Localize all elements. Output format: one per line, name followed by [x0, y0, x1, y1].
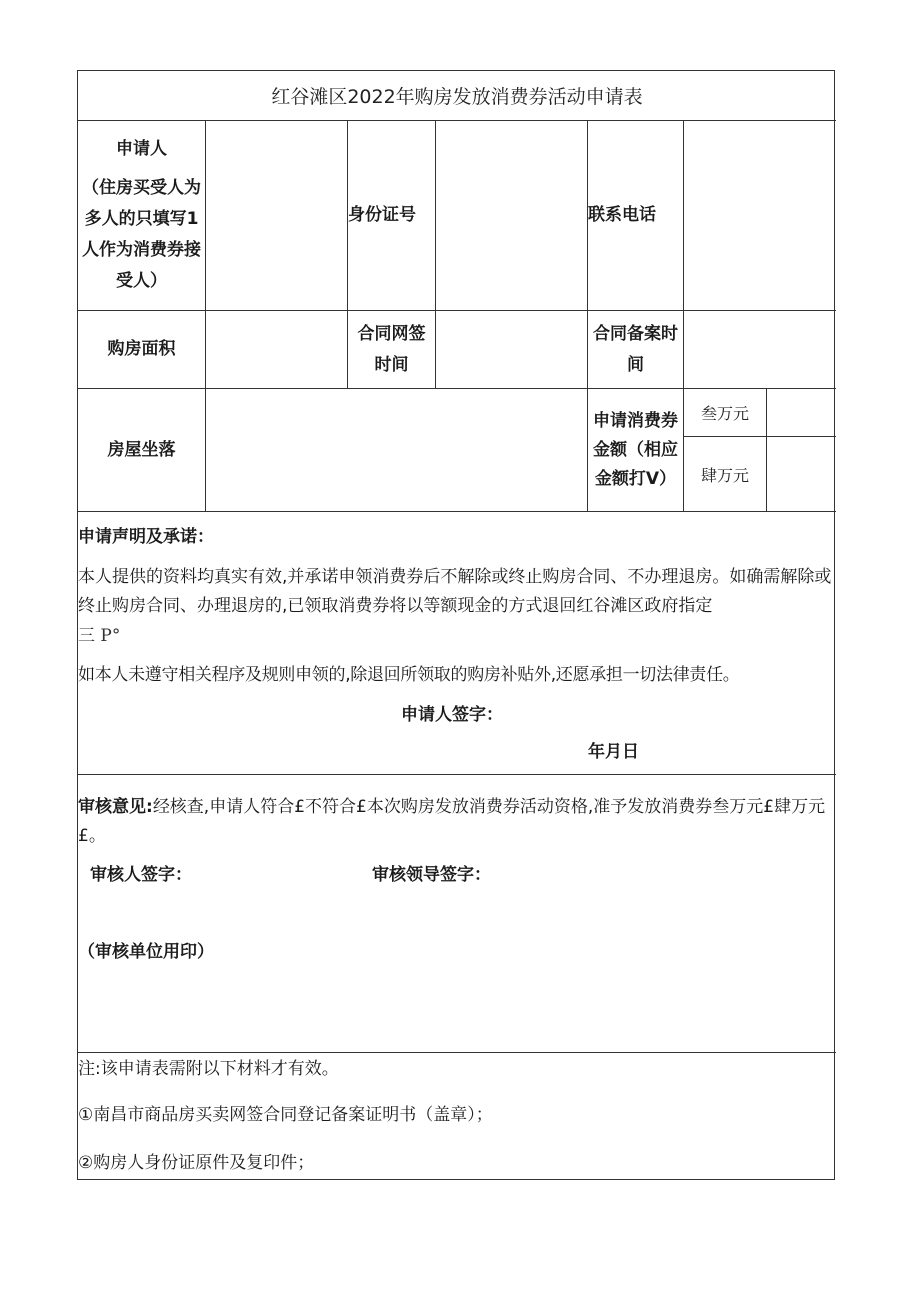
- divider: [78, 774, 836, 775]
- form-title: 红谷滩区2022年购房发放消费券活动申请表: [271, 86, 643, 108]
- house-location-label: 房屋坐落: [107, 439, 176, 460]
- id-number-label: 身份证号: [348, 205, 416, 225]
- applicant-label: 申请人: [116, 139, 167, 159]
- house-area-input[interactable]: [206, 311, 347, 388]
- review-body: 经核查,申请人符合£不符合£本次购房发放消费券活动资格,准予发放消费券叁万元£肆万元£。: [78, 797, 826, 846]
- phone-input[interactable]: [684, 121, 836, 310]
- application-form: [77, 70, 835, 1180]
- divider: [78, 1052, 836, 1053]
- voucher-option-30k-checkbox[interactable]: [767, 389, 836, 436]
- declaration-fragment: 三 P°: [78, 626, 121, 646]
- id-number-input[interactable]: [436, 121, 587, 310]
- contract-filing-input[interactable]: [684, 311, 836, 388]
- declaration-heading: 申请声明及承诺：: [78, 527, 214, 547]
- applicant-signature: 申请人签字：: [401, 705, 503, 725]
- review-opinion: [78, 793, 836, 851]
- review-heading: 审核意见:: [78, 797, 153, 817]
- divider: [78, 511, 836, 512]
- contract-sign-input[interactable]: [436, 311, 587, 388]
- reviewer-signature: 审核人签字：: [90, 865, 192, 885]
- declaration-date: 年月日: [588, 742, 639, 762]
- voucher-option-40k-label: 肆万元: [700, 465, 749, 485]
- leader-signature: 审核领导签字：: [372, 865, 491, 885]
- applicant-name-input[interactable]: [206, 121, 347, 310]
- notes-item: ①南昌市商品房买卖网签合同登记备案证明书（盖章）；: [78, 1105, 493, 1125]
- applicant-note: （住房买受人为多人的只填写1人作为消费券接受人）: [82, 178, 201, 291]
- review-seal: （审核单位用印）: [78, 942, 214, 962]
- voucher-option-30k-label: 叁万元: [700, 404, 749, 423]
- declaration-liability: 如本人未遵守相关程序及规则申领的,除退回所领取的购房补贴外,还愿承担一切法律责任。: [78, 665, 740, 685]
- notes-item: ②购房人身份证原件及复印件；: [78, 1153, 315, 1173]
- declaration-body: 本人提供的资料均真实有效,并承诺申领消费券后不解除或终止购房合同、不办理退房。如确需解除或终止购房合同、办理退房的,已领取消费券将以等额现金的方式退回红谷滩区政府指定: [78, 567, 832, 616]
- contract-filing-label: 合同备案时间: [593, 323, 678, 375]
- notes-intro: 注:该申请表需附以下材料才有效。: [78, 1059, 339, 1079]
- voucher-option-40k-checkbox[interactable]: [767, 437, 836, 511]
- phone-label: 联系电话: [588, 205, 656, 225]
- house-location-input[interactable]: [206, 389, 587, 511]
- voucher-amount-label: 申请消费券金额（相应金额打V）: [593, 410, 678, 489]
- contract-sign-label: 合同网签时间: [357, 323, 426, 375]
- applicant-label-cell: [78, 121, 205, 310]
- house-area-label: 购房面积: [107, 339, 176, 359]
